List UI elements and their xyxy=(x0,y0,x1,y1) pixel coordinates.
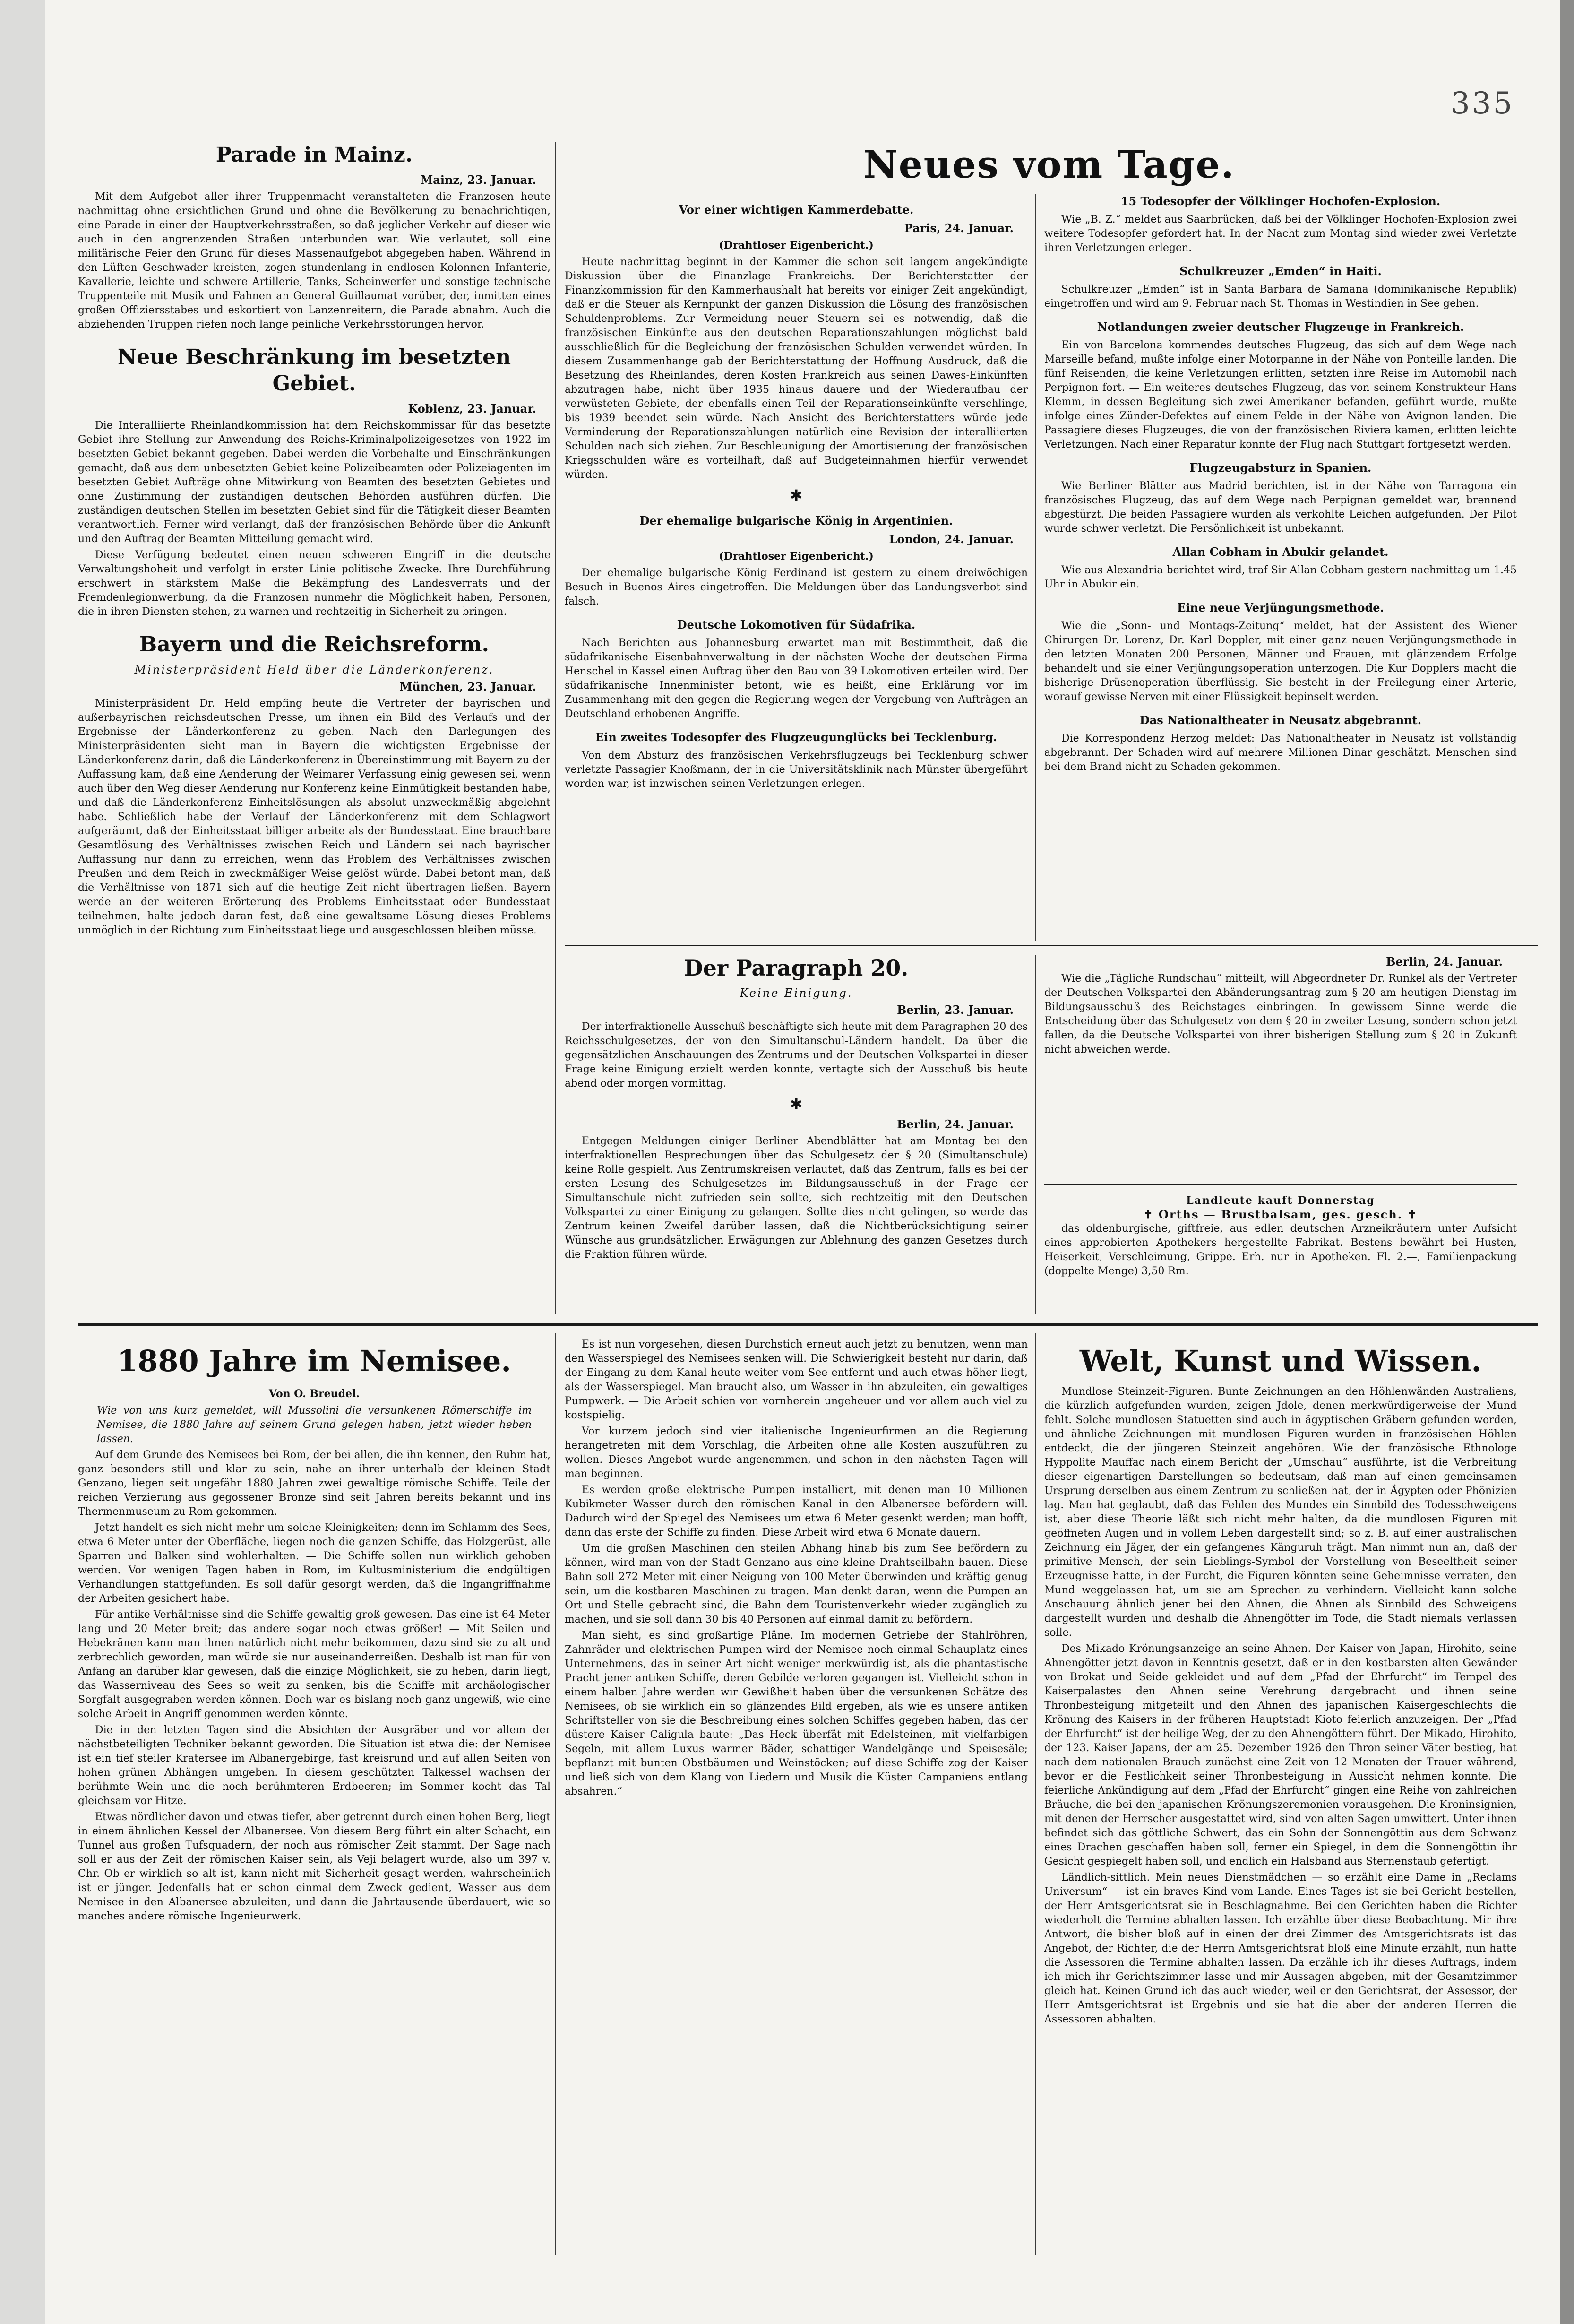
separator-star-icon: ✱ xyxy=(790,1095,803,1113)
paragraph-lokomotiven: Nach Berichten aus Johannesburg erwartet man mit Bestimmtheit, daß die südafrikanische Eisenbahnverwaltung in der nächsten Woche der deutschen Firma Henschel in Kassel einen Auftrag über den Bau von 39 Lokomotiven erteilen wird. Der südafrikanische Innenminister betont, wie es heißt, eine Erklärung vor im Zusammenhang mit den gegen die Regierung wegen der Vergebung von Aufträgen an Deutschland erhobenen Angriffe. xyxy=(565,637,1028,720)
paragraph-verjuengung: Wie die „Sonn- und Montags-Zeitung“ meldet, hat der Assistent des Wiener Chirurgen Dr. Lorenz, Dr. Karl Doppler, mit einer ganz neuen Verjüngungsmethode in den letzten Monaten 200 Personen, Männer und Frauen, mit glänzendem Erfolge behandelt und sie einer Verjüngungsoperation unterzogen. Die Kur Dopplers macht die bisherige Drüsenoperation überflüssig. Sie besteht in der Freilegung einer Arterie, worauf gewisse Nerven mit einer Flüssigkeit bepinselt werden. xyxy=(1044,620,1517,703)
paragraph-nemisee-9: Um die großen Maschinen den steilen Abhang hinab bis zum See befördern zu können, wird man von der Stadt Genzano aus eine kleine Drahtseilbahn bauen. Diese Bahn soll 272 Meter mit einer Neigung von 100 Meter überwinden und kräftig genug sein, um die kostbaren Maschinen zu tragen. Man denkt daran, wenn die Pumpen an Ort und Stelle gebracht sind, die Bahn dem Touristenverkehr wieder zugänglich zu machen, und sie soll dann 30 bis 40 Personen auf einmal damit zu befördern. xyxy=(565,1543,1028,1625)
paragraph-nemisee-6: Es ist nun vorgesehen, diesen Durchstich erneut auch jetzt zu benutzen, wenn man den Wasserspiegel des Nemisees senken will. Die Schwierigkeit besteht nur darin, daß der Eingang zu dem Kanal heute weiter vom See entfernt und auch etwas höher liegt, als der Wasserspiegel. Man braucht also, um Wasser in ihn abzuleiten, ein gewaltiges Pumpwerk. — Die Arbeit schien von vornherein ungeheuer und vor allem auch viel zu kostspielig. xyxy=(565,1339,1028,1421)
article-title-voelklingen: 15 Todesopfer der Völklinger Hochofen-Explosion. xyxy=(1120,194,1441,208)
column-divider-1 xyxy=(555,142,556,1314)
column-divider-5 xyxy=(1035,1333,1036,2255)
dateline-paragraph-3: Berlin, 24. Januar. xyxy=(1386,955,1503,968)
paragraph-welt-steinzeit: Mundlose Steinzeit-Figuren. Bunte Zeichnungen an den Höhlenwänden Australiens, die kürzlich aufgefunden wurden, zeigen Jdole, denen merkwürdigerweise der Mund fehlt. Solche mundlosen Statuetten sind auch in ägyptischen Gräbern gefunden worden, und ähnliche Zeichnungen mit mundlosen Figuren wurden in französischen Höhlen entdeckt, die der jüngeren Steinzeit angehören. Wie der französische Ethnologe Hyppolite Mauffac nach einem Bericht der „Umschau“ ausführte, ist die Verbreitung dieser eigenartigen Darstellungen so bedeutsam, daß man auf einen gemeinsamen Ursprung derselben aus einem Zentrum zu schließen hat, der in Ägypten oder Phönizien lag. Man hat geglaubt, daß das Fehlen des Mundes ein Sinnbild des Todesschweigens ist, aber diese Theorie läßt sich nicht mehr halten, da die mundlosen Figuren mit geöffneten Augen und in vollem Leben dargestellt sind; so z. B. auf einer australischen Zeichnung ein Jäger, der ein gefangenes Känguruh trägt. Man nimmt nun an, daß der primitive Mensch, der sein Lieblings-Symbol der Vorstellung von Beseeltheit seiner Erzeugnisse hatte, in der Furcht, die Figuren könnten seine Geheimnisse verraten, den Mund weggelassen hat, um sie am Sprechen zu verhindern. Vielleicht kann solche Anschauung ähnlich jener bei den Ahnen, die Ahnen als Sinnbild des Schweigens dargestellt wurden und deshalb die Ahnengötter im Tode, die Stadt niemals verlassen solle. xyxy=(1044,1386,1517,1639)
ad-body: das oldenburgische, giftfreie, aus edlen deutschen Arzneikräutern unter Aufsicht eines approbierten Apothekers hergestellte Fabrikat. Bestens bewährt bei Husten, Heiserkeit, Verschleimung, Grippe. Erh. nur in Apotheken. Fl. 2.—, Familienpackung (doppelte Menge) 3,50 Rm. xyxy=(1044,1223,1517,1277)
paragraph-paragraph-3: Wie die „Tägliche Rundschau“ mitteilt, will Abgeordneter Dr. Runkel als der Vertreter der Deutschen Volkspartei den Abänderungsantrag zum § 20 am heutigen Dienstag im Bildungsausschuß des Reichstages einbringen. In gewissem Sinne werde die Entscheidung über das Schulgesetz von dem § 20 in zweiter Lesung, sondern schon jetzt fallen, da die Deutsche Volkspartei von ihrer bisherigen Stellung zum § 20 in Zukunft nicht abweichen werde. xyxy=(1044,973,1517,1055)
column-welt xyxy=(1044,1385,1517,2250)
column-divider-3 xyxy=(1035,955,1036,1314)
paragraph-bayern: Ministerpräsident Dr. Held empfing heute die Vertreter der bayrischen und außerbayrischen reichsdeutschen Presse, um ihnen ein Bild des Verlaufs und der Ergebnisse der Länderkonferenz zu geben. Nach den Darlegungen des Ministerpräsidenten sieht man in Bayern die wichtigsten Ergebnisse der Länderkonferenz darin, daß die Länderkonferenz in Übereinstimmung mit Bayern zu der Auffassung kam, daß eine Aenderung der Weimarer Verfassung einig gewesen sei, wenn auch über den Weg dieser Aenderung nur Konferenz keine Einmütigkeit bestanden habe, und daß die Länderkonferenz Einheitslösungen als absolut unzweckmäßig abgelehnt habe. Schließlich habe der Verlauf der Länderkonferenz mit dem Schlagwort aufgeräumt, daß der Einheitsstaat billiger arbeite als der Bundesstaat. Eine brauchbare Gesamtlösung des Verhältnisses zwischen Reich und Ländern sei nach bayrischer Auffassung nur dann zu erreichen, wenn das Problem des Verhältnisses zwischen Preußen und dem Reich in zweckmäßiger Weise gelöst würde. Dabei betont man, daß die Verhältnisse von 1871 sich auf die heutige Zeit nicht übertragen ließen. Bayern werde an der weiteren Erörterung des Problems Einheitsstaat oder Bundesstaat teilnehmen, halte jedoch daran fest, daß eine gewaltsame Lösung dieses Problems unmöglich in der Richtung zum Einheitsstaat liege und ausgeschlossen bleiben müsse. xyxy=(78,698,550,936)
divider-ad-top xyxy=(1044,1184,1517,1185)
column-paragraph-left xyxy=(565,955,1028,1314)
dateline-paragraph-1: Berlin, 23. Januar. xyxy=(897,1003,1014,1017)
article-title-bayern: Bayern und die Reichsreform. xyxy=(139,632,489,657)
paragraph-nemisee-7: Vor kurzem jedoch sind vier italienische Ingenieurfirmen an die Regierung herangetreten mit dem Vorschlag, die Arbeiten ohne alle Kosten auszuführen zu wollen. Dieses Angebot wurde angenommen, und schon in den nächsten Tagen will man beginnen. xyxy=(565,1426,1028,1480)
dateline-koenig: London, 24. Januar. xyxy=(889,532,1014,546)
paragraph-nemisee-10: Man sieht, es sind großartige Pläne. Im modernen Getriebe der Stahlröhren, Zahnräder und elektrischen Pumpen wird der Nemisee noch einmal Schauplatz eines Unternehmens, das in seiner Art nicht weniger merkwürdig ist, als die phantastische Pracht jener antiken Schiffe, deren Gebilde verloren gegangen ist. Vielleicht schon in einem halben Jahre werden wir Gewißheit haben über die versunkenen Schätze des Nemisees, ob sie wirklich ein so glänzendes Bild ergeben, als wie es unsere antiken Schriftsteller von sie die Beschreibung eines solchen Schiffes gegeben haben, das der düstere Kaiser Caligula baute: „Das Heck überfät mit Edelsteinen, mit vielfarbigen Segeln, mit allem Luxus warmer Bäder, schattiger Wandelgänge und Speisesäle; bepflanzt mit bunten Obstbäumen und Weinstöcken; auf diese Schiffe zog der Kaiser und ließ sich von dem Klang von Liedern und Musik die Küsten Campaniens entlang absahren.“ xyxy=(565,1630,1028,1797)
dateline-parade: Mainz, 23. Januar. xyxy=(420,173,536,187)
kicker-paragraph: Keine Einigung. xyxy=(740,986,853,1000)
paragraph-koblenz-2: Diese Verfügung bedeutet einen neuen schweren Eingriff in die deutsche Verwaltungshoheit und verfolgt in erster Linie politische Zwecke. Ihre Durchführung erschwert in stärkstem Maße die Bekämpfung des Landesverrats und der Fremdenlegionwerbung, da die Franzosen nunmehr die Möglichkeit haben, Personen, die in ihren Diensten stehen, zu warnen und rechtzeitig in Sicherheit zu bringen. xyxy=(78,549,550,618)
separator-star-icon: ✱ xyxy=(790,486,803,504)
article-title-cobham: Allan Cobham in Abukir gelandet. xyxy=(1172,545,1389,559)
column-nemisee-1 xyxy=(78,1385,550,2250)
paragraph-nemisee-4: Die in den letzten Tagen sind die Absichten der Ausgräber und vor allem der nächstbeteiligten Techniker bekannt geworden. Die Situation ist etwa die: der Nemisee ist ein tief steiler Kratersee im Albanergebirge, fast kreisrund und auf allen Seiten von hohen grünen Abhängen umgeben. In diesem geschützten Talkessel wachsen der berühmte Wein und die noch berühmteren Erdbeeren; im Sommer kocht das Tal gleichsam vor Hitze. xyxy=(78,1724,550,1807)
paragraph-koblenz-1: Die Interalliierte Rheinlandkommission hat dem Reichskommissar für das besetzte Gebiet ihre Stellung zur Anwendung des Reichs-Kriminalpolizeigesetzes von 1922 im besetzten Gebiet bekannt gegeben. Dabei werden die Vorbehalte und Einschränkungen gemacht, daß aus dem unbesetzten Gebiet keine Polizeibeamten oder Polizeiagenten im besetzten Gebiet Aufträge ohne Mitwirkung von Beamten des besetzten Gebietes und ohne Zustimmung der zuständigen deutschen Behörden ausführen dürfen. Die zuständigen deutschen Stellen im besetzten Gebiet sind für die Tätigkeit dieser Beamten verantwortlich. Ferner wird verlangt, daß der französischen Behörde über die Ankunft und den Auftrag der Beamten Mitteilung gemacht wird. xyxy=(78,420,550,545)
column-right-top xyxy=(1044,194,1517,938)
ad-product: ✝ Orths — Brustbalsam, ges. gesch. ✝ xyxy=(1143,1208,1418,1221)
paragraph-koenig: Der ehemalige bulgarische König Ferdinand ist gestern zu einem dreiwöchigen Besuch in Buenos Aires eingetroffen. Die Meldungen über das Landungsverbot sind falsch. xyxy=(565,567,1028,607)
column-paragraph-right xyxy=(1044,955,1517,1177)
article-title-parade: Parade in Mainz. xyxy=(215,143,413,167)
subhead-kammer: (Drahtloser Eigenbericht.) xyxy=(719,239,874,251)
column-left xyxy=(78,142,550,1309)
paragraph-paragraph-2: Entgegen Meldungen einiger Berliner Abendblätter hat am Montag bei den interfraktionellen Besprechungen über das Schulgesetz der § 20 (Simultanschule) keine Rolle gespielt. Aus Zentrumskreisen verlautet, daß das Zentrum, falls es bei der ersten Lesung des Schulgesetzes im Bildungsausschuß in der Frage der Simultanschule nicht zufrieden sein sollte, sich rechtzeitig mit den Deutschen Volkspartei zu einer Einigung zu gelangen. Sollte dies nicht gelingen, so werde das Zentrum keinen Zweifel darüber lassen, daß die Nichtberücksichtigung seiner Wünsche aus grundsätzlichen Erwägungen zur Ablehnung des ganzen Gesetzes durch die Fraktion führen würde. xyxy=(565,1135,1028,1261)
paragraph-nemisee-2: Jetzt handelt es sich nicht mehr um solche Kleinigkeiten; denn im Schlamm des Sees, etwa 6 Meter unter der Oberfläche, liegen noch die ganzen Schiffe, das Holzgerüst, alle Sparren und Balken sind wohlerhalten. — Die Schiffe sollen nun wirklich gehoben werden. Vor wenigen Tagen haben in Rom, im Kultusministerium die endgültigen Verhandlungen stattgefunden. Es soll dafür gesorgt werden, daß die Ingangriffnahme der Arbeiten gesichert habe. xyxy=(78,1522,550,1605)
paragraph-welt-mikado: Des Mikado Krönungsanzeige an seine Ahnen. Der Kaiser von Japan, Hirohito, seine Ahnengötter jetzt davon in Kenntnis gesetzt, daß er in den kostbarsten alten Gewänder von Brokat und Seide gekleidet und auf dem „Pfad der Ehrfurcht“ im Tempel des Kaiserpalastes den Ahnen seine Verehrung dargebracht und ihnen seine Thronbesteigung mitgeteilt und den Ahnen des japanischen Kaisergeschlechts die Krönung des Kaisers in der früheren Hauptstadt Kioto feierlich anzuzeigen. Der „Pfad der Ehrfurcht“ ist der heilige Weg, der zu den Ahnengöttern führt. Der Mikado, Hirohito, der 123. Kaiser Japans, der am 25. Dezember 1926 den Thron seiner Väter bestieg, hat nach dem nationalen Brauch zunächst eine Zeit von 12 Monaten der Trauer während, bevor er die Festlichkeit seiner Thronbesteigung in Aussicht nehmen konnte. Die feierliche Ankündigung auf dem „Pfad der Ehrfurcht“ gingen eine Reihe von zahlreichen Bräuche, die bei den japanischen Krönungszeremonien vorausgehen. Die Kroninsignien, mit denen der Herrscher ausgestattet wird, sind von alten Sagen umwittert. Unter ihnen befindet sich das göttliche Schwert, das ein Sohn der Sonnengöttin aus dem Schwanz eines Drachen geschaffen haben soll, ferner ein Spiegel, in dem die Sonnengöttin ihr Gesicht gespiegelt haben soll, und endlich ein Halsband aus Sternenstaub gefertigt. xyxy=(1044,1643,1517,1867)
paragraph-nemisee-3: Für antike Verhältnisse sind die Schiffe gewaltig groß gewesen. Das eine ist 64 Meter lang und 20 Meter breit; das andere sogar noch etwas größer! — Mit Seilen und Hebekränen kann man ihnen natürlich nicht mehr beikommen, dazu sind sie zu alt und zerbrechlich geworden, man würde sie nur auseinanderreißen. Deshalb ist man für von Anfang an darüber klar gewesen, daß die einzige Möglichkeit, sie zu heben, darin liegt, das Wasserniveau des Sees so weit zu senken, bis die Schiffe mit archäologischer Sorgfalt ausgegraben werden können. Doch war es bislang noch ganz ungewiß, wie eine solche Arbeit in Angriff genommen werden könnte. xyxy=(78,1609,550,1720)
advertisement-brustbalsam xyxy=(1044,1193,1517,1312)
article-title-theater: Das Nationaltheater in Neusatz abgebrannt. xyxy=(1139,713,1422,727)
paragraph-theater: Die Korrespondenz Herzog meldet: Das Nationaltheater in Neusatz ist vollständig abgebrannt. Der Schaden wird auf mehrere Millionen Dinar geschätzt. Menschen sind bei dem Brand nicht zu Schaden gekommen. xyxy=(1044,733,1517,773)
section-title-nemisee: 1880 Jahre im Nemisee. xyxy=(117,1344,511,1378)
article-title-notlandungen: Notlandungen zweier deutscher Flugzeuge in Frankreich. xyxy=(1097,320,1464,334)
article-title-koblenz: Neue Beschränkung im besetzten Gebiet. xyxy=(117,345,511,396)
paragraph-notlandungen: Ein von Barcelona kommendes deutsches Flugzeug, das sich auf dem Wege nach Marseille befand, mußte infolge einer Motorpanne in der Nähe von Ponteille landen. Die fünf Reisenden, die keine Verletzungen erlitten, setzten ihre Reise im Automobil nach Perpignon fort. — Ein weiteres deutsches Flugzeug, das von seinem Konstrukteur Hans Klemm, in dessen Begleitung sich zwei Amerikaner befanden, geführt wurde, mußte infolge eines Zünder-Defektes auf einem Felde in der Nähe von Avignon landen. Die Passagiere dieses Flugzeuges, die von der französischen Riviera kamen, erlitten leichte Verletzungen. Nach einer Reparatur konnte der Flug nach Stuttgart fortgesetzt werden. xyxy=(1044,339,1517,450)
paragraph-tecklenburg: Von dem Absturz des französischen Verkehrsflugzeugs bei Tecklenburg schwer verletzte Passagier Knoßmann, der in die Universitätsklinik nach Münster übergeführt worden war, ist inzwischen seinen Verletzungen erlegen. xyxy=(565,750,1028,790)
scan-left-margin xyxy=(0,0,45,2324)
ad-headline: Landleute kauft Donnerstag xyxy=(1186,1194,1375,1207)
paragraph-parade: Mit dem Aufgebot aller ihrer Truppenmacht veranstalteten die Franzosen heute nachmittag ohne ersichtlichen Grund und ohne die Bevölkerung zu benachrichtigen, eine Parade in einer der Hauptverkehrsstraßen, so daß jeglicher Verkehr auf dieser wie auch in den angrenzenden Straßen unterbunden war. Wie verlautet, soll eine militärische Feier den Grund für dieses Massenaufgebot abgegeben haben. Während in den Lüften Geschwader kreisten, zogen stundenlang in endlosen Kolonnen Infanterie, Kavallerie, leichte und schwere Artillerie, Tanks, Scheinwerfer und sonstige technische Truppenteile mit Musik und Fahnen an General Guillaumat vorüber, der, inmitten eines großen Offiziersstabes und eskortiert von Lanzenreitern, die Parade abnahm. Auch die abziehenden Truppen riefen noch lange peinliche Verkehrsstörungen hervor. xyxy=(78,191,550,330)
paragraph-welt-laendlich: Ländlich-sittlich. Mein neues Dienstmädchen — so erzählt eine Dame in „Reclams Universum“ — ist ein braves Kind vom Lande. Eines Tages ist sie bei Gericht bestellen, der Herr Amtsgerichtsrat sie in Beschlagnahme. Bei den Gerichten haben die Richter wiederholt die Termine abhalten lassen. Ich erzählte über diese Beobachtung. Mir ihre Antwort, die bisher bloß auf in einen der drei Zimmer des Amtsgerichtsrats ist das Angebot, der Richter, die der Herrn Amtsgerichtsrat bloß eine Minute erzählt, nun hatte die Assessoren die Termine abhalten lassen. Da erzähle ich ihr dieses Auftrags, indem ich mich ihr Gerichtszimmer lasse und mir Aussagen abgeben, mit der Gesamtzimmer gleich hat. Keinen Grund ich das auch wieder, weil er den Gerichtsrat, der Assessor, der Herr Amtsgerichtsrat ist Ergebnis und sie hat die aber der anderen Herren die Assessoren abhalten. xyxy=(1044,1872,1517,2025)
paragraph-voelklingen: Wie „B. Z.“ meldet aus Saarbrücken, daß bei der Völklinger Hochofen-Explosion zwei weitere Todesopfer gefordert hat. In der Nacht zum Montag sind wieder zwei Verletzte ihren Verletzungen erlegen. xyxy=(1044,214,1517,254)
paragraph-emden: Schulkreuzer „Emden“ ist in Santa Barbara de Samana (dominikanische Republik) eingetroffen und wird am 9. Februar nach St. Thomas in Westindien in See gehen. xyxy=(1044,284,1517,310)
dateline-kammer: Paris, 24. Januar. xyxy=(904,221,1014,235)
paragraph-kammer: Heute nachmittag beginnt in der Kammer die schon seit langem angekündigte Diskussion über die Finanzlage Frankreichs. Der Berichterstatter der Finanzkommission für den Kammerhaushalt hat bereits vor einiger Zeit angekündigt, daß er die Steuer als Kernpunkt der ganzen Diskussion die Lösung des französischen Schuldenproblems. Zur Vermeidung neuer Steuern sei es notwendig, daß die französischen Einkünfte aus den deutschen Reparationszahlungen möglichst bald ausschließlich für die Begleichung der französischen Schulden verwendet würden. In diesem Zusammenhange gab der Berichterstattung der Hoffnung Ausdruck, daß die Besetzung des Rheinlandes, deren Kosten Frankreich aus seinen Dawes-Einkünften abzutragen habe, nicht über 1935 hinaus dauere und der Wiederaufbau der verwüsteten Gebiete, der ebenfalls einen Teil der Reparationseinkünfte verschlinge, bis 1939 beendet sein würde. Nach Ansicht des Berichterstatters würde jede Verminderung der Reparationszahlungen natürlich eine Revision der interalliierten Schulden nach sich ziehen. Zur Beschleunigung der Amortisierung der französischen Kriegsschulden wäre es vorteilhaft, daß auf Budgeteinnahmen hierfür verwendet würden. xyxy=(565,256,1028,481)
kicker-bayern: Ministerpräsident Held über die Länderkonferenz. xyxy=(134,663,494,676)
subhead-koenig: (Drahtloser Eigenbericht.) xyxy=(719,550,874,562)
paragraph-nemisee-1: Auf dem Grunde des Nemisees bei Rom, der bei allen, die ihn kennen, den Ruhm hat, ganz besonders still und klar zu sein, nahe an ihrer unterhalb der kleinen Stadt Genzano, liegen seit ungefähr 1880 Jahren zwei gewaltige römische Schiffe. Teile der reichen Verzierung aus gegossener Bronze sind seit Jahren bereits bekannt und ins Thermenmuseum zu Rom gekommen. xyxy=(78,1449,550,1518)
scan-right-edge xyxy=(1560,0,1574,2324)
dateline-koblenz: Koblenz, 23. Januar. xyxy=(408,402,536,415)
article-title-verjuengung: Eine neue Verjüngungsmethode. xyxy=(1177,601,1384,614)
paragraph-spanien: Wie Berliner Blätter aus Madrid berichten, ist in der Nähe von Tarragona ein französisches Flugzeug, das auf dem Wege nach Perpignan gemeldet war, brennend abgestürzt. Die beiden Passagiere wurden als verkohlte Leichen aufgefunden. Der Pilot wurde schwer verletzt. Die Persönlichkeit ist unbekannt. xyxy=(1044,480,1517,535)
lead-nemisee: Wie von uns kurz gemeldet, will Mussolini die versunkenen Römerschiffe im Nemisee, die 1880 Jahre auf seinem Grund gelegen haben, jetzt wieder heben lassen. xyxy=(97,1405,532,1445)
column-divider-4 xyxy=(555,1333,556,2255)
article-title-tecklenburg: Ein zweites Todesopfer des Flugzeugunglücks bei Tecklenburg. xyxy=(595,730,997,744)
section-title-neues: Neues vom Tage. xyxy=(863,142,1235,187)
paragraph-nemisee-8: Es werden große elektrische Pumpen installiert, mit denen man 10 Millionen Kubikmeter Wasser durch den römischen Kanal in den Albanersee befördern will. Dadurch wird der Spiegel des Nemisees um etwa 6 Meter gesenkt werden; man hofft, dann das erste der Schiffe zu finden. Diese Arbeit wird etwa 6 Monate dauern. xyxy=(565,1484,1028,1538)
section-divider-main xyxy=(78,1323,1538,1326)
paragraph-paragraph-1: Der interfraktionelle Ausschuß beschäftigte sich heute mit dem Paragraphen 20 des Reichsschulgesetzes, der von den Simultanschul-Ländern handelt. Da über die gegensätzlichen Anschauungen des Zentrums und der Deutschen Volkspartei in dieser Frage keine Einigung erzielt werden konnte, vertagte sich der Ausschuß bis heute abend oder morgen vormittag. xyxy=(565,1021,1028,1089)
article-title-kammer: Vor einer wichtigen Kammerdebatte. xyxy=(679,203,914,216)
dateline-paragraph-2: Berlin, 24. Januar. xyxy=(897,1117,1014,1131)
author-nemisee: Von O. Breudel. xyxy=(268,1388,360,1400)
newspaper-page xyxy=(45,0,1560,2324)
article-title-spanien: Flugzeugabsturz in Spanien. xyxy=(1189,461,1372,475)
dateline-bayern: München, 23. Januar. xyxy=(399,680,536,693)
column-middle-top xyxy=(565,194,1028,938)
column-nemisee-2 xyxy=(565,1338,1028,2250)
article-title-emden: Schulkreuzer „Emden“ in Haiti. xyxy=(1179,264,1382,278)
column-divider-2 xyxy=(1035,194,1036,941)
divider-neues-bottom xyxy=(565,945,1538,946)
paragraph-nemisee-5: Etwas nördlicher davon und etwas tiefer, aber getrennt durch einen hohen Berg, liegt in einem ähnlichen Kessel der Albanersee. Von diesem Berg führt ein alter Schacht, ein Tunnel aus großen Tufsquadern, der noch aus römischer Zeit stammt. Der Sage nach soll er aus der Zeit der römischen Kaiser sein, als Veji belagert wurde, also um 397 v. Chr. Ob er wirklich so alt ist, kann nicht mit Sicherheit gesagt werden, wahrscheinlich ist er jünger. Jedenfalls hat er schon einmal dem Zweck gedient, Wasser aus dem Nemisee in den Albanersee abzuleiten, und dann die Jahrtausende überdauert, wie so manches andere römische Ingenieurwerk. xyxy=(78,1811,550,1922)
article-title-koenig: Der ehemalige bulgarische König in Argentinien. xyxy=(639,514,953,527)
section-title-welt: Welt, Kunst und Wissen. xyxy=(1079,1344,1482,1378)
article-title-lokomotiven: Deutsche Lokomotiven für Südafrika. xyxy=(677,618,916,631)
paragraph-cobham: Wie aus Alexandria berichtet wird, traf Sir Allan Cobham gestern nachmittag um 1.45 Uhr in Abukir ein. xyxy=(1044,564,1517,590)
page-number: 335 xyxy=(1451,86,1514,121)
article-title-paragraph: Der Paragraph 20. xyxy=(684,955,909,981)
